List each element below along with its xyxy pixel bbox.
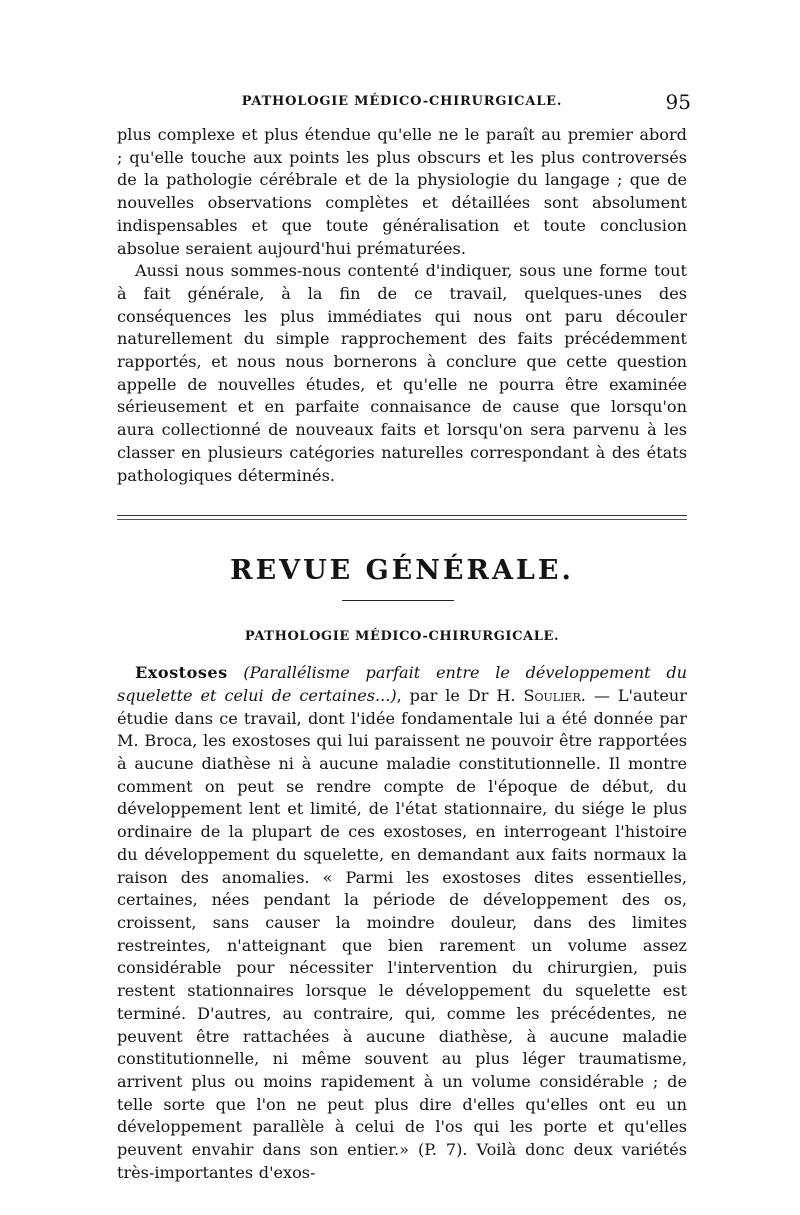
- divider-rule-top: [117, 515, 687, 516]
- article-text: — L'auteur étudie dans ce travail, dont l'idée fondamentale lui a été donnée par M. Broca, les exostoses qui lui paraissent ne pouvoir être rapportées à aucune diathèse ni à aucune maladie constitutionnelle. Il montre comment on peut se rendre compte de l'époque de début, du développement lent et limité, de l'état stationnaire, du siége le plus ordinaire de la plupart de ces exostoses, en interrogeant l'histoire du développement du squelette, en demandant aux faits normaux la raison des anomalies. « Parmi les exostoses dites essentielles, certaines, nées pendant la période de développement des os, croissent, sans causer la moindre douleur, dans des limites restreintes, n'atteignant que bien rarement un volume assez considérable pour nécessiter l'intervention du chirurgien, puis restent stationnaires lorsque le développement du squelette est terminé. D'autres, au contraire, qui, comme les précédentes, ne peuvent être rattachées à aucune diathèse, à aucune maladie constitutionnelle, ni même souvent au plus léger traumatisme, arrivent plus ou moins rapidement à un volume considérable ; de telle sorte que l'on ne peut plus dire d'elles qu'elles ont eu un développement parallèle à celui de l'os qui les porte et qu'elles peuvent envahir dans son entier.» (P. 7). Voilà donc deux variétés très-importantes d'exos-: [117, 685, 687, 1182]
- article-lead-word: Exostoses: [135, 663, 228, 683]
- ornament-line: [342, 600, 454, 601]
- subsection-title: PATHOLOGIE MÉDICO-CHIRURGICALE.: [244, 629, 560, 645]
- running-title: PATHOLOGIE MÉDICO-CHIRURGICALE.: [241, 94, 563, 109]
- paragraph-continuation: plus complexe et plus étendue qu'elle ne le paraît au premier abord ; qu'elle touche aux points les plus obscurs et les plus controversés de la pathologie cérébrale et de la physiologie du langage ; que de nouvelles observations complètes et détaillées sont absolument indispensables et que toute généralisation et toute conclusion absolue seraient aujourd'hui prématurées.: [117, 125, 687, 258]
- article-byline: , par le Dr H.: [396, 685, 524, 705]
- article-author: Soulier.: [523, 685, 586, 705]
- section-divider: [117, 487, 687, 533]
- section-title: REVUE GÉNÉRALE.: [230, 555, 574, 587]
- paragraph-conclusion: Aussi nous sommes-nous contenté d'indiquer, sous une forme tout à fait générale, à la fin de ce travail, quelques-unes des conséquences les plus immédiates qui nous ont paru découler naturellement du simple rapprochement des faits précédemment rapportés, et nous nous bornerons à conclure que cette question appelle de nouvelles études, et qu'elle ne pourra être examinée sérieusement et en parfaite connaisance de cause que lorsqu'on aura collectionné de nouveaux faits et lorsqu'on sera parvenu à les classer en plusieurs catégories naturelles correspondant à des états pathologiques déterminés.: [117, 261, 687, 485]
- page-number: 95: [665, 90, 691, 114]
- ornament-divider: [117, 587, 687, 613]
- book-page: [117, 90, 691, 1184]
- divider-rule-bottom: [117, 519, 687, 520]
- article-paragraph: [117, 662, 687, 1184]
- article-title: (Parallélisme parfait entre le développement du squelette et celui de certaines...): [117, 663, 687, 705]
- running-header: [117, 90, 691, 124]
